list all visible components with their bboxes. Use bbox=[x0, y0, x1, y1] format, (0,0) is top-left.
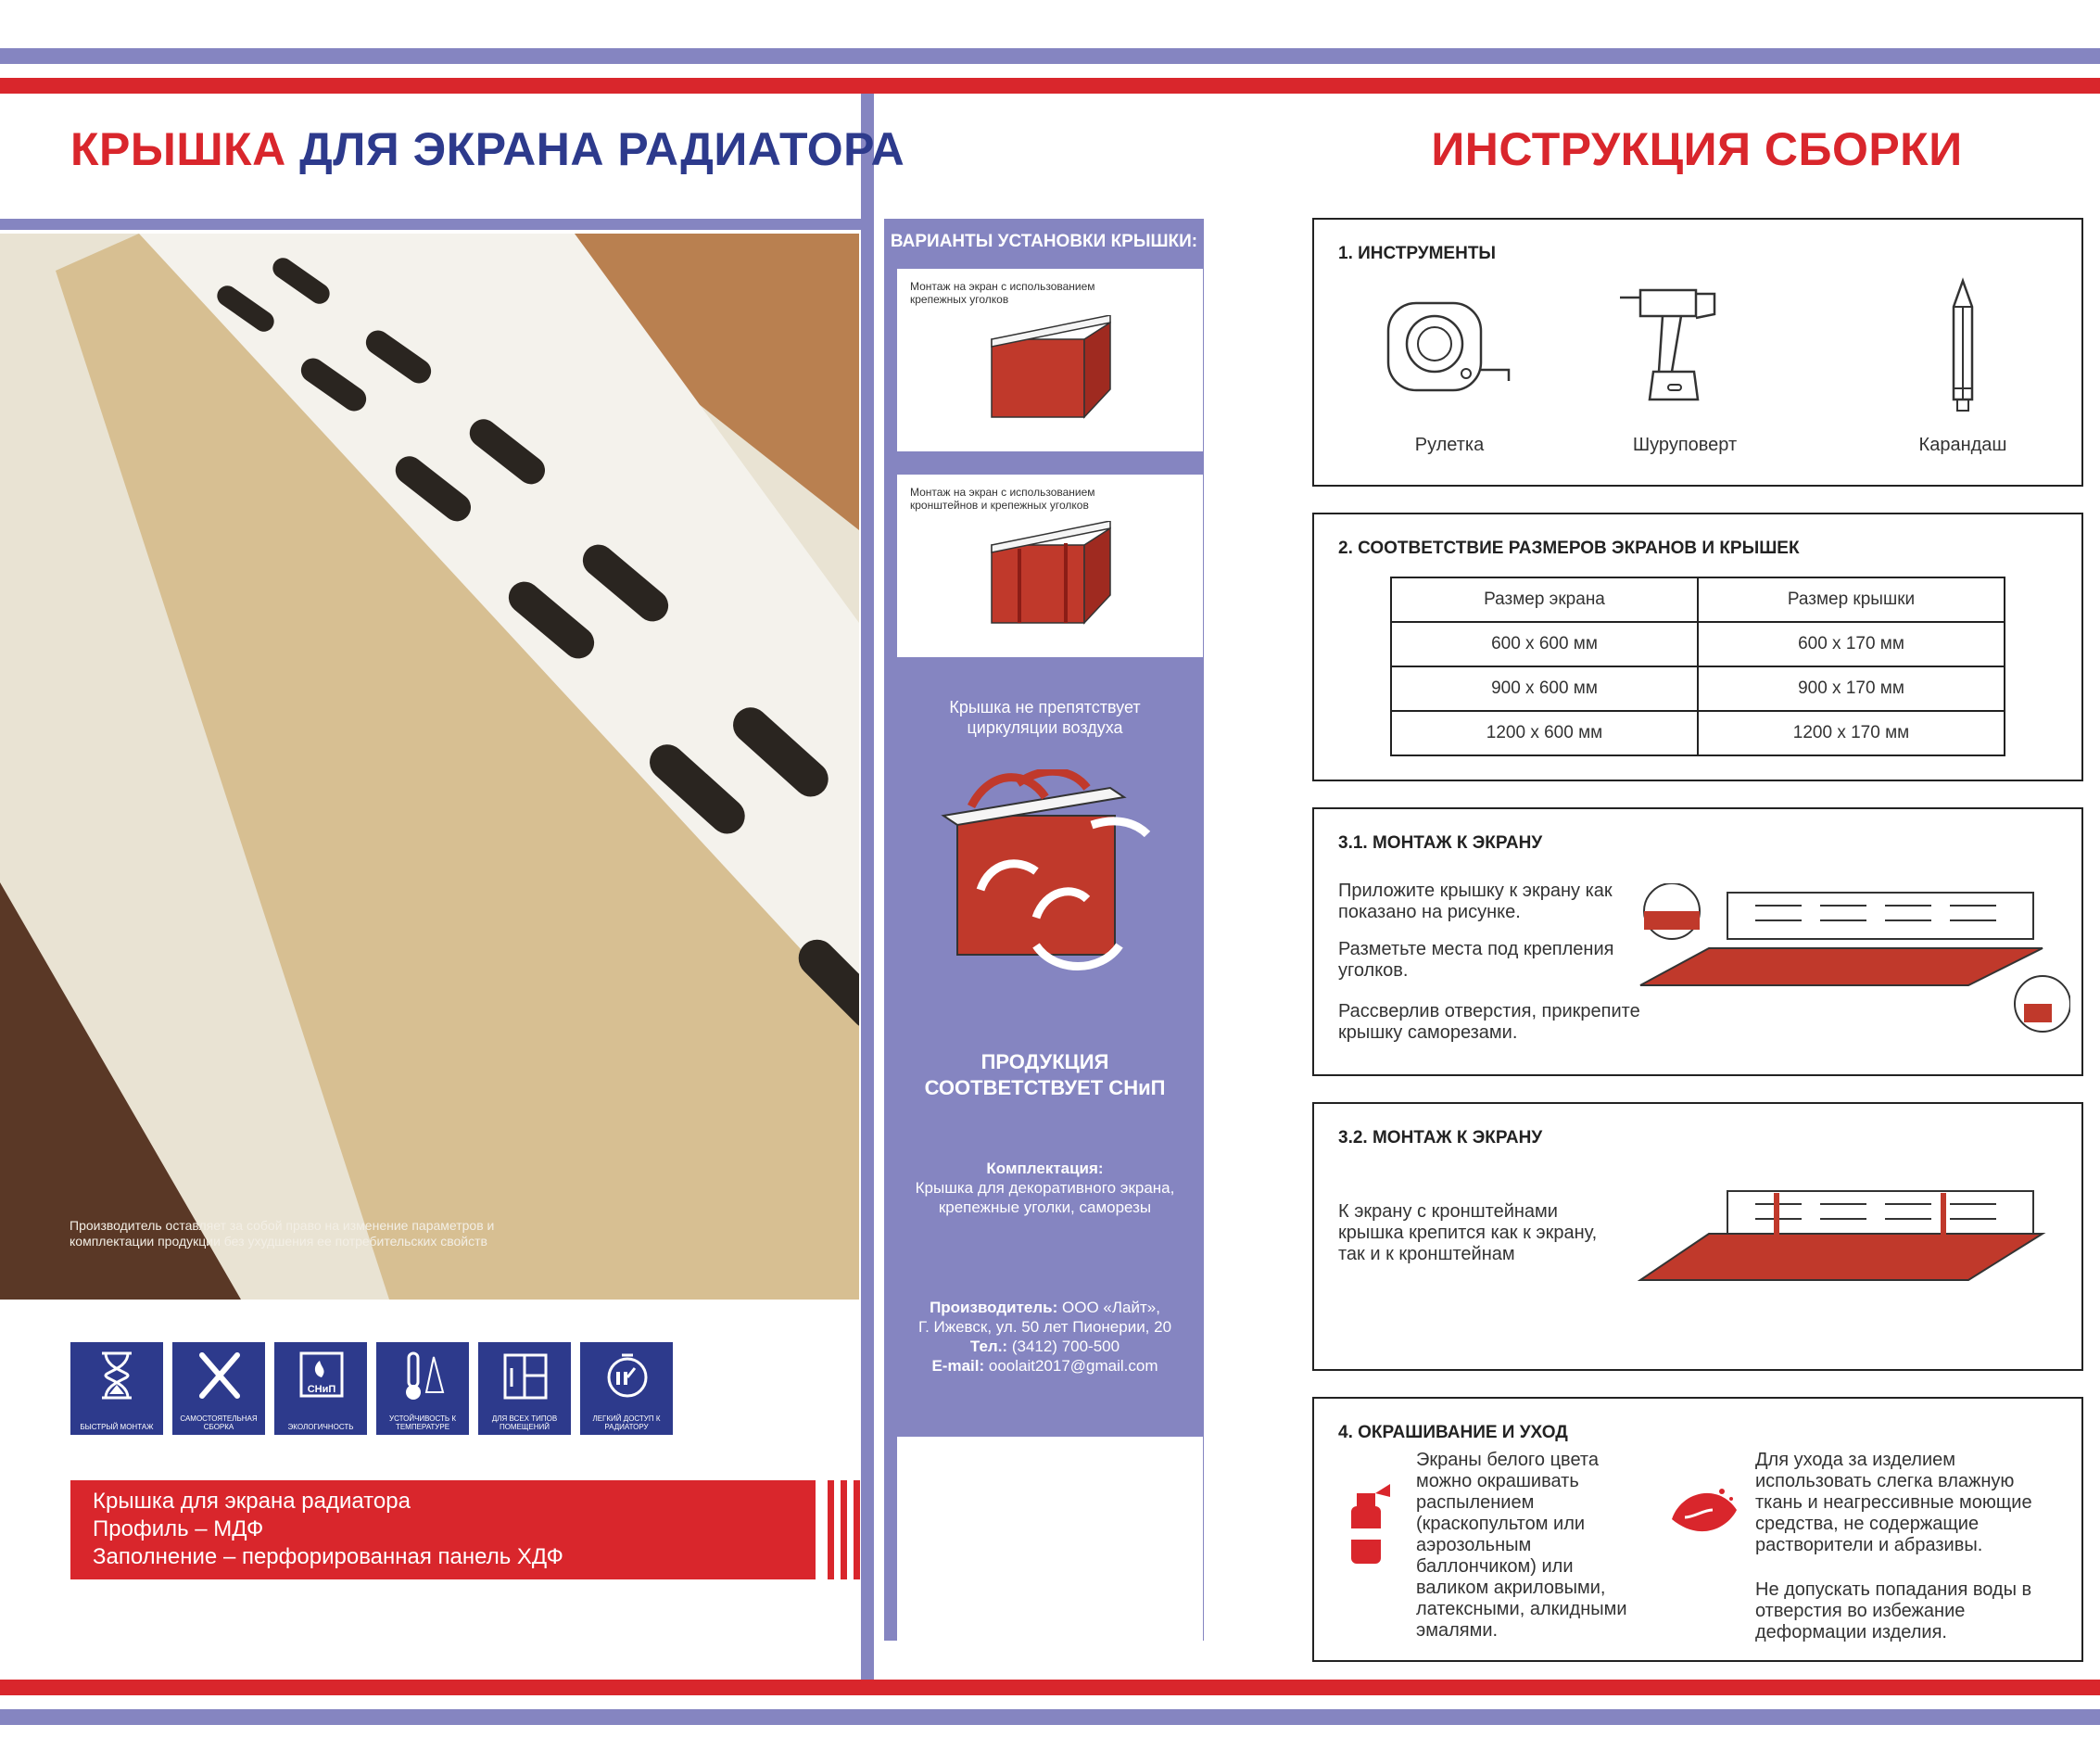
step31-text-1: Приложите крышку к экрану как показано на рисунке. bbox=[1338, 881, 1613, 922]
disclaimer-text: Производитель оставляет за собой право на изменение параметров и комплектации продукции без ухудшения ее потребительских свойств bbox=[70, 1218, 495, 1249]
cover-diagram-brackets bbox=[980, 521, 1120, 641]
top-stripe-purple bbox=[0, 48, 2100, 64]
feature-room-types: ДЛЯ ВСЕХ ТИПОВ ПОМЕЩЕНИЙ bbox=[478, 1342, 571, 1435]
spec-line: Профиль – МДФ bbox=[93, 1516, 264, 1541]
snip-eco-icon bbox=[298, 1350, 345, 1401]
page-title-right: ИНСТРУКЦИЯ СБОРКИ bbox=[1431, 123, 1963, 175]
page-title-left: КРЫШКА ДЛЯ ЭКРАНА РАДИАТОРА bbox=[70, 123, 905, 175]
drill-icon bbox=[1616, 285, 1746, 414]
table-cell: 600 х 600 мм bbox=[1391, 622, 1698, 666]
sizes-table bbox=[1390, 577, 2005, 756]
table-cell: 900 х 170 мм bbox=[1698, 666, 2005, 711]
radiator-access-icon bbox=[604, 1350, 651, 1401]
tools-icon bbox=[196, 1350, 243, 1401]
step32-text: К экрану с кронштейнами крышка крепится как к экрану, так и к кронштейнам bbox=[1338, 1201, 1598, 1264]
thermometer-icon bbox=[400, 1350, 447, 1401]
mount-step-32-box: 3.2. МОНТАЖ К ЭКРАНУ К экрану с кронштейнами крышка крепится как к экрану, так и к кронштейнам bbox=[1312, 1102, 2083, 1371]
tool-label-tape: Рулетка bbox=[1414, 435, 1485, 455]
step31-text-3: Рассверлив отверстия, прикрепите крышку саморезами. bbox=[1338, 1001, 1640, 1043]
svg-text:СНиП: СНиП bbox=[307, 1384, 336, 1395]
feature-fast-install: БЫСТРЫЙ МОНТАЖ bbox=[70, 1342, 163, 1435]
care-paint-text: Экраны белого цвета можно окрашивать распылением (краскопультом или аэрозольным баллончиком) или валиком акриловыми, латексными, алкидными эмалями. bbox=[1416, 1450, 1627, 1641]
table-cell: 1200 х 170 мм bbox=[1698, 711, 2005, 755]
table-cell: 900 х 600 мм bbox=[1391, 666, 1698, 711]
kit-label: Комплектация: bbox=[986, 1160, 1104, 1177]
table-header-row bbox=[1391, 577, 2005, 622]
care-clean-text: Для ухода за изделием использовать слегка влажную ткань и неагрессивные моющие средства, не содержащие растворители и абразивы. bbox=[1755, 1450, 2032, 1555]
mount-diagram-31 bbox=[1635, 883, 2070, 1041]
tel-line: Тел.: (3412) 700-500 bbox=[969, 1338, 1120, 1355]
title-underline bbox=[0, 219, 861, 230]
airflow-diagram bbox=[934, 769, 1166, 983]
variants-title: ВАРИАНТЫ УСТАНОВКИ КРЫШКИ: bbox=[890, 232, 1198, 251]
feature-eco: СНиП ЭКОЛОГИЧНОСТЬ bbox=[274, 1342, 367, 1435]
radiator-cover-photo bbox=[0, 234, 859, 1300]
maker-line: Производитель: ООО «Лайт», bbox=[930, 1299, 1160, 1316]
step31-text-2: Разметьте места под крепления уголков. bbox=[1338, 939, 1614, 981]
kit-text: Крышка для декоративного экрана, крепежные уголки, саморезы bbox=[915, 1179, 1175, 1216]
column-header: Размер экрана bbox=[1391, 577, 1698, 622]
pencil-icon bbox=[1944, 277, 1981, 416]
mount-step-31-box: 3.1. МОНТАЖ К ЭКРАНУ Приложите крышку к экрану как показано на рисунке. Разметьте места под крепления уголков. Рассверлив отверстия, прикрепите крышку саморезами. bbox=[1312, 807, 2083, 1076]
mount-diagram-32 bbox=[1635, 1187, 2070, 1299]
cleaning-icon bbox=[1666, 1482, 1740, 1547]
sizes-box: 2. СООТВЕТСТВИЕ РАЗМЕРОВ ЭКРАНОВ И КРЫШЕК Размер экрана Размер крышки 600 х 600 мм 600 х 170 мм 900 х 600 мм 900 х 170 мм 1200 х 600 мм 1200 х 170 мм bbox=[1312, 513, 2083, 781]
contact-block bbox=[890, 1298, 1200, 1376]
kit-block bbox=[890, 1159, 1200, 1217]
spec-line: Крышка для экрана радиатора bbox=[93, 1489, 411, 1514]
tools-box: 1. ИНСТРУМЕНТЫ Рулетка Шуруповерт Карандаш bbox=[1312, 218, 2083, 487]
bottom-stripe-purple bbox=[0, 1709, 2100, 1725]
care-box: 4. ОКРАШИВАНИЕ И УХОД Экраны белого цвета можно окрашивать распылением (краскопультом или аэрозольным баллончиком) или валиком акриловыми, латексными, алкидными эмалями. Для ухода за изделием использовать слегка влажную ткань и неагрессивные моющие средства, не содержащие растворители и абразивы. Не допускать попадания воды в отверстия во избежание деформации изделия. bbox=[1312, 1397, 2083, 1662]
spec-bar-stripe bbox=[854, 1480, 860, 1579]
feature-self-assembly: САМОСТОЯТЕЛЬНАЯ СБОРКА bbox=[172, 1342, 265, 1435]
tool-label-pencil: Карандаш bbox=[1918, 435, 2007, 455]
tape-measure-icon bbox=[1385, 299, 1514, 401]
table-row bbox=[1391, 711, 2005, 755]
bottom-stripe-red bbox=[0, 1680, 2100, 1695]
room-types-icon bbox=[502, 1350, 549, 1401]
table-cell: 1200 х 600 мм bbox=[1391, 711, 1698, 755]
spec-bar bbox=[70, 1480, 816, 1579]
white-panel bbox=[897, 1437, 1203, 1641]
feature-radiator-access: ЛЕГКИЙ ДОСТУП К РАДИАТОРУ bbox=[580, 1342, 673, 1435]
top-stripe-red bbox=[0, 78, 2100, 94]
variant-card-1: Монтаж на экран с использованием крепежных уголков bbox=[897, 269, 1203, 451]
address-line: Г. Ижевск, ул. 50 лет Пионерии, 20 bbox=[917, 1318, 1172, 1336]
spec-bar-stripe bbox=[828, 1480, 834, 1579]
cover-diagram-corners bbox=[980, 315, 1120, 436]
snip-compliance: ПРОДУКЦИЯ СООТВЕТСТВУЕТ СНиП bbox=[924, 1050, 1166, 1099]
airflow-text: Крышка не препятствует циркуляции воздуха bbox=[949, 698, 1141, 737]
spec-bar-stripe bbox=[841, 1480, 847, 1579]
feature-temperature: УСТОЙЧИВОСТЬ К ТЕМПЕРАТУРЕ bbox=[376, 1342, 469, 1435]
variant-card-2: Монтаж на экран с использованием кронштейнов и крепежных уголков bbox=[897, 475, 1203, 657]
spec-line: Заполнение – перфорированная панель ХДФ bbox=[93, 1544, 563, 1569]
hourglass-icon bbox=[95, 1350, 139, 1401]
table-cell: 600 х 170 мм bbox=[1698, 622, 2005, 666]
spray-can-icon bbox=[1338, 1475, 1394, 1567]
table-row bbox=[1391, 622, 2005, 666]
tool-label-drill: Шуруповерт bbox=[1632, 435, 1738, 455]
column-header: Размер крышки bbox=[1698, 577, 2005, 622]
left-divider bbox=[861, 94, 874, 1680]
care-water-text: Не допускать попадания воды в отверстия во избежание деформации изделия. bbox=[1755, 1579, 2032, 1642]
email-line[interactable]: E-mail: ooolait2017@gmail.com bbox=[931, 1357, 1158, 1375]
table-row bbox=[1391, 666, 2005, 711]
